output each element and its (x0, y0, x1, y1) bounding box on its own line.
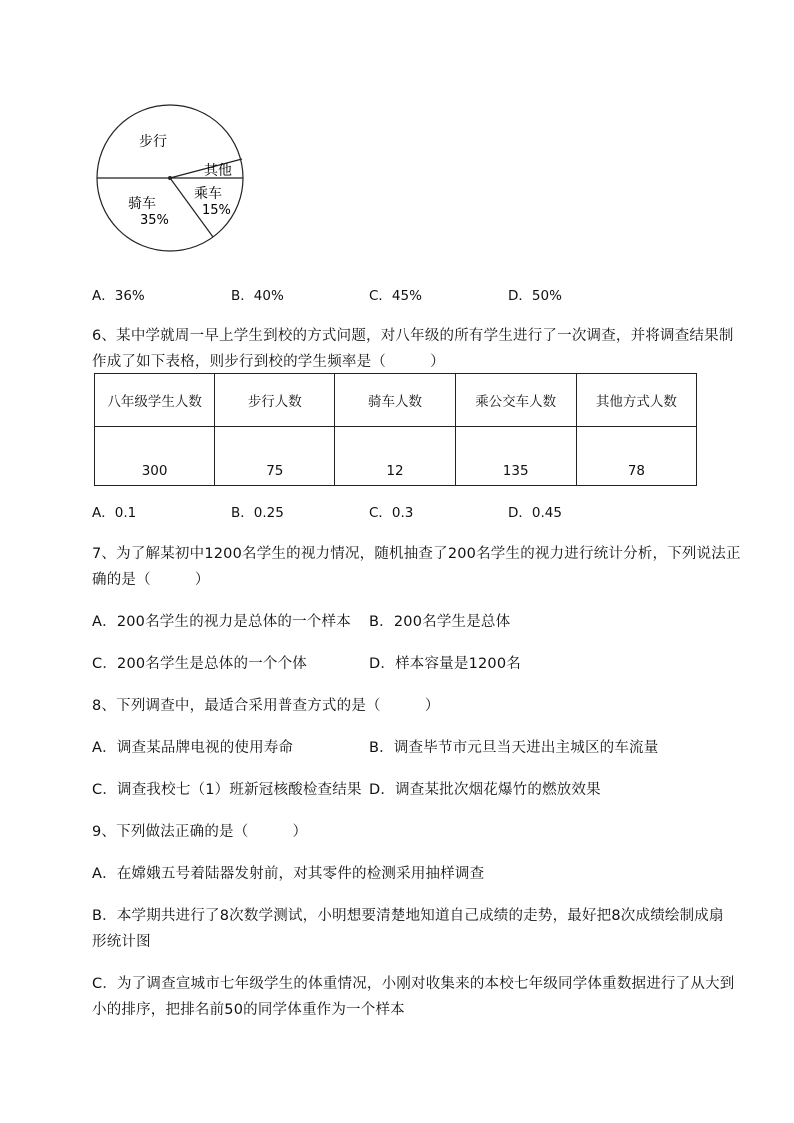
q9-option-b-line2: 形统计图 (92, 934, 151, 950)
q6-stem-line2: 作成了如下表格，则步行到校的学生频率是（ ） (92, 354, 445, 370)
q8-option-d: D．调查某批次烟花爆竹的燃放效果 (369, 782, 601, 798)
q6-option-a: A．0.1 (92, 505, 137, 521)
q7-option-d: D．样本容量是1200名 (369, 656, 521, 672)
q7-stem-line1: 7、为了解某初中1200名学生的视力情况，随机抽查了200名学生的视力进行统计分析，下列说法正 (92, 546, 741, 562)
pie-label-walk: 步行 (139, 134, 167, 150)
table-header-cell: 八年级学生人数 (95, 374, 215, 427)
q8-option-a: A．调查某品牌电视的使用寿命 (92, 740, 294, 756)
table-value-cell: 75 (215, 427, 335, 486)
q7-option-b: B．200名学生是总体 (369, 614, 511, 630)
pie-label-bike: 骑车 (128, 196, 156, 212)
q6-stem-line1: 6、某中学就周一早上学生到校的方式问题，对八年级的所有学生进行了一次调查，并将调查结果制 (92, 328, 734, 344)
q5-option-c: C．45% (369, 288, 422, 304)
pie-label-bike-pct: 35% (140, 213, 169, 228)
pie-label-bus: 乘车 (194, 186, 222, 202)
table-header-cell: 乘公交车人数 (455, 374, 576, 427)
q7-option-c: C．200名学生是总体的一个个体 (92, 656, 307, 672)
q6-option-c: C．0.3 (369, 505, 414, 521)
table-value-cell: 12 (335, 427, 455, 486)
q9-option-c-line1: C．为了调查宣城市七年级学生的体重情况，小刚对收集来的本校七年级同学体重数据进行了从大到 (92, 976, 735, 992)
q8-option-c: C．调查我校七（1）班新冠核酸检查结果 (92, 782, 362, 798)
pie-chart (90, 100, 250, 260)
table-value-cell: 135 (455, 427, 576, 486)
q6-option-d: D．0.45 (508, 505, 562, 521)
table-header-row (95, 374, 697, 427)
q6-survey-table (94, 373, 697, 486)
q7-stem-line2: 确的是（ ） (92, 572, 210, 588)
q6-option-b: B．0.25 (231, 505, 284, 521)
q8-stem: 8、下列调查中，最适合采用普查方式的是（ ） (92, 698, 440, 714)
table-value-cell: 300 (95, 427, 215, 486)
table-value-cell: 78 (576, 427, 696, 486)
table-header-cell: 步行人数 (215, 374, 335, 427)
table-header-cell: 其他方式人数 (576, 374, 696, 427)
pie-center-dot (168, 176, 172, 180)
pie-label-bus-pct: 15% (202, 203, 231, 218)
q5-option-b: B．40% (231, 288, 284, 304)
q9-stem: 9、下列做法正确的是（ ） (92, 824, 308, 840)
table-value-row (95, 427, 697, 486)
q9-option-c-line2: 小的排序，把排名前50的同学体重作为一个样本 (92, 1002, 405, 1018)
pie-label-other: 其他 (204, 163, 232, 179)
q5-option-d: D．50% (508, 288, 562, 304)
table-header-cell: 骑车人数 (335, 374, 455, 427)
q7-option-a: A．200名学生的视力是总体的一个样本 (92, 614, 351, 630)
q5-option-a: A．36% (92, 288, 145, 304)
q9-option-b-line1: B．本学期共进行了8次数学测试，小明想要清楚地知道自己成绩的走势，最好把8次成绩绘制成扇 (92, 908, 724, 924)
q9-option-a: A．在嫦娥五号着陆器发射前，对其零件的检测采用抽样调查 (92, 866, 485, 882)
q8-option-b: B．调查毕节市元旦当天进出主城区的车流量 (369, 740, 659, 756)
